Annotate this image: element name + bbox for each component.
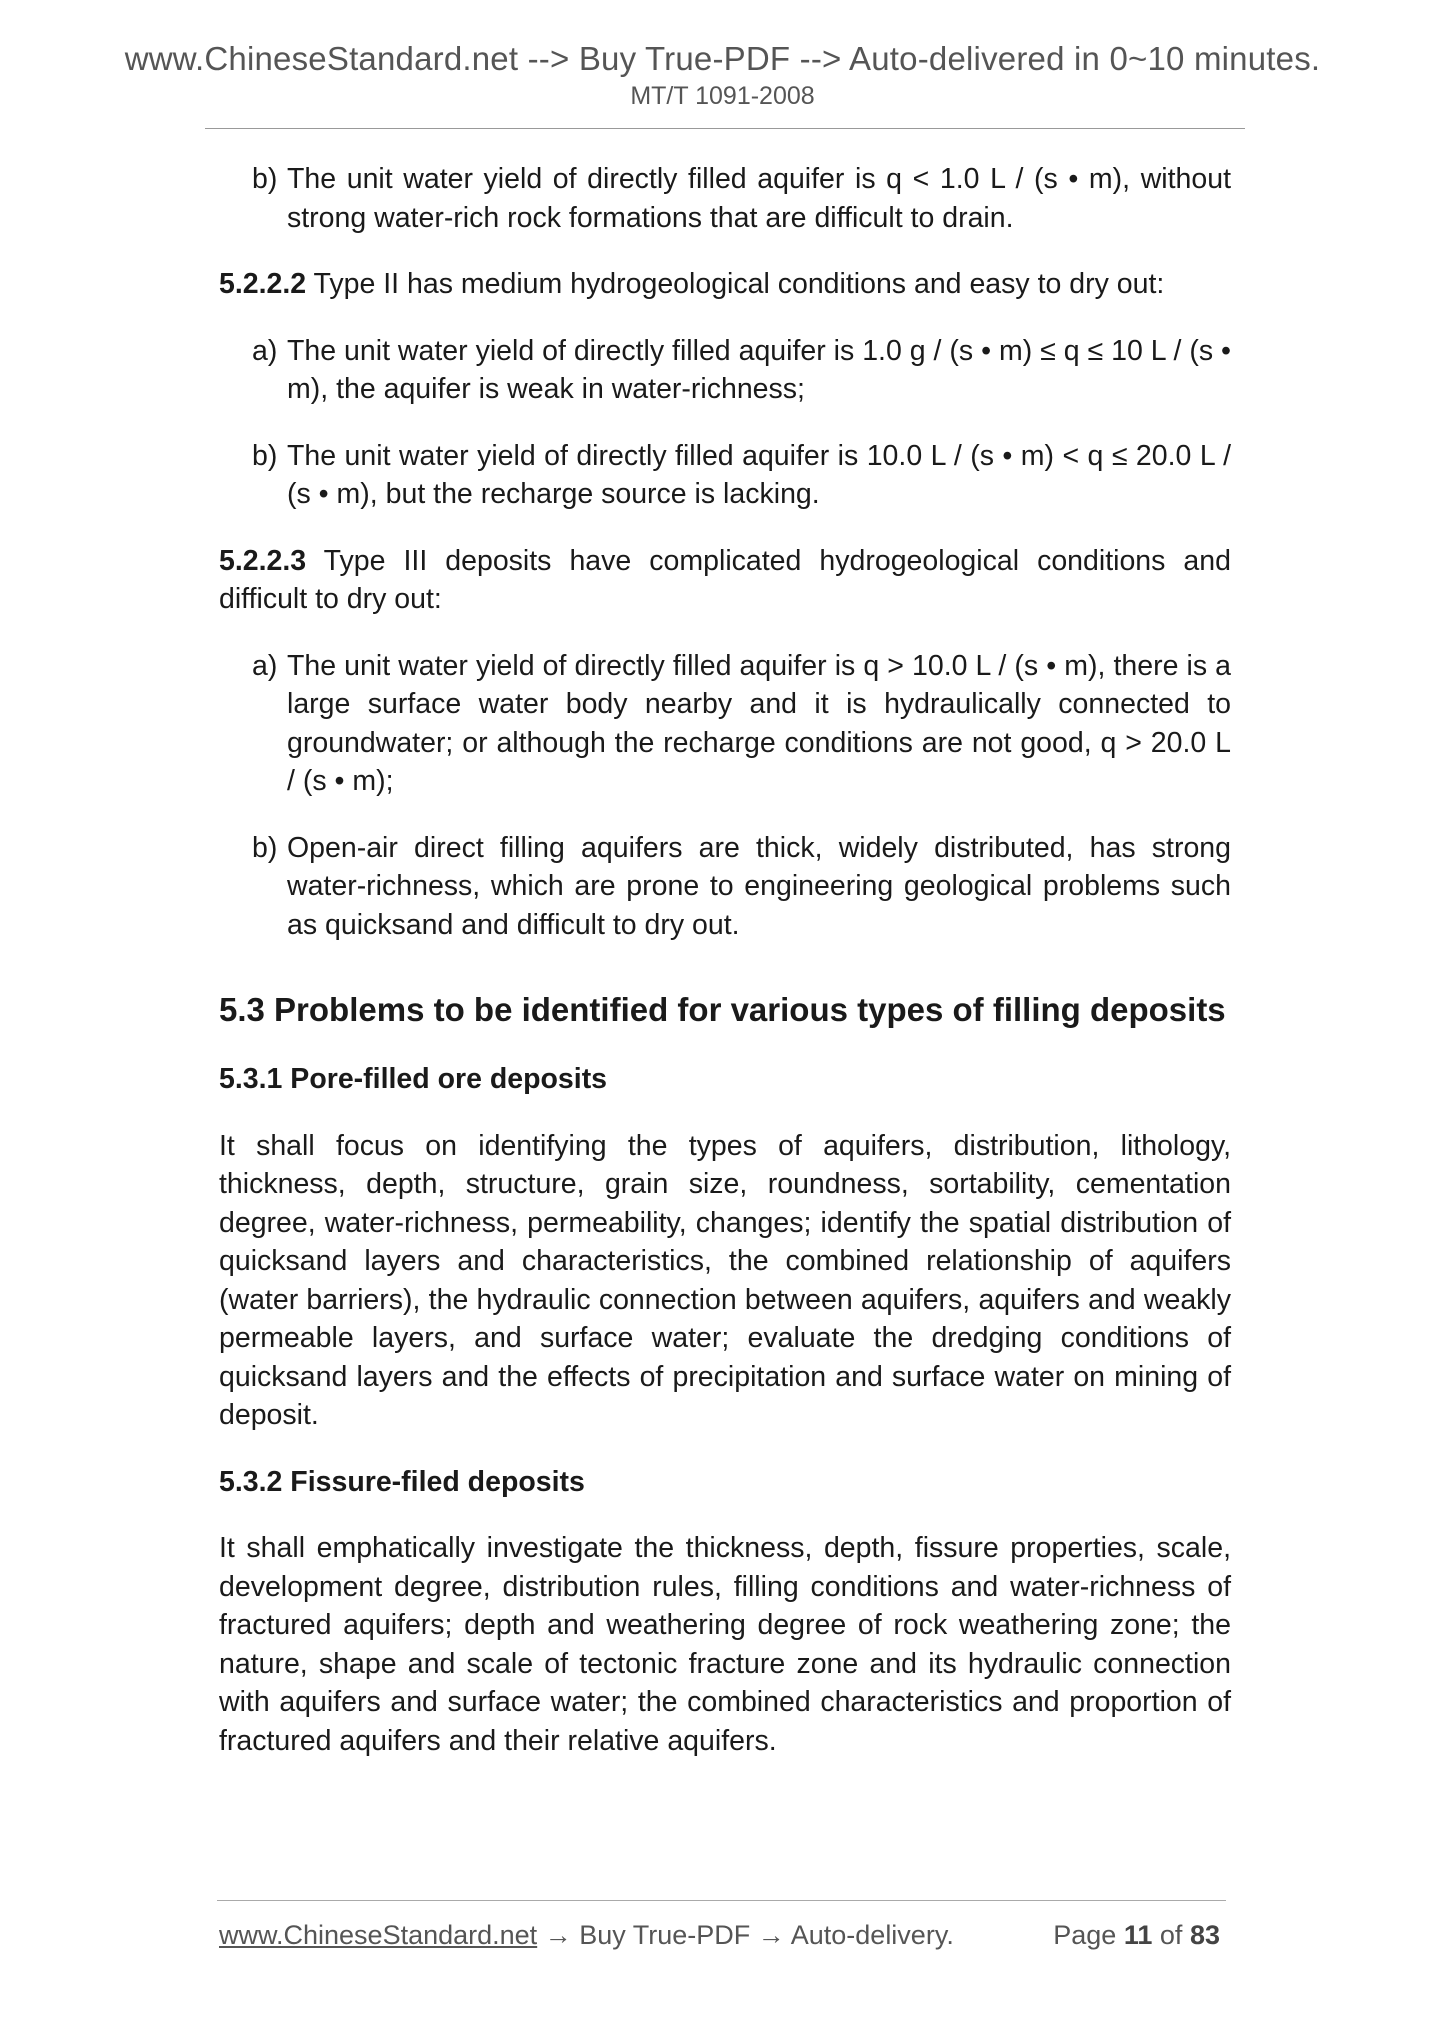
item-label: b)	[252, 163, 278, 195]
clause-number: 5.2.2.2	[219, 268, 307, 300]
footer-site-link[interactable]: www.ChineseStandard.net	[219, 1920, 538, 1950]
item-label: a)	[252, 334, 278, 367]
paragraph-5-3-1: It shall focus on identifying the types of aquifers, distribution, lithology, thickness, depth, structure, grain size, roundness, sortability, cementation degree, water-richness, permeability, changes; identify the spatial distribution of quicksand layers and characteristics, the combined relationship of aquifers (water barriers), the hydraulic connection between aquifers, aquifers and weakly permeable layers, and surface water; evaluate the dredging conditions of quicksand layers and the effects of precipitation and surface water on mining of deposit.	[219, 1129, 1231, 1431]
footer-promo	[219, 1920, 954, 1951]
item-text: The unit water yield of directly filled aquifer is q < 1.0 L / (s • m), without strong water-rich rock formations that are difficult to drain.	[287, 163, 1231, 234]
site-banner: www.ChineseStandard.net --> Buy True-PDF --> Auto-delivered in 0~10 minutes.	[124, 40, 1321, 77]
clause-number: 5.2.2.3	[219, 544, 307, 577]
page-indicator	[1053, 1920, 1220, 1951]
page-total: 83	[1189, 1920, 1220, 1950]
item-text: The unit water yield of directly filled aquifer is 10.0 L / (s • m) < q ≤ 20.0 L / (s • m), but the recharge source is lacking.	[287, 439, 1231, 510]
list-item	[219, 829, 1231, 945]
clause-5-2-2-3	[219, 542, 1231, 619]
clause-text: Type III deposits have complicated hydrogeological conditions and difficult to dry out:	[219, 544, 1231, 615]
footer-divider	[217, 1900, 1226, 1901]
list-item	[219, 332, 1231, 409]
page-content	[219, 160, 1231, 1788]
section-heading-5-3-1: 5.3.1 Pore-filled ore deposits	[219, 1063, 608, 1095]
item-text: The unit water yield of directly filled aquifer is 1.0 g / (s • m) ≤ q ≤ 10 L / (s • m), the aquifer is weak in water-richness;	[287, 334, 1231, 405]
list-item	[219, 437, 1231, 514]
section-heading-5-3-2: 5.3.2 Fissure-filed deposits	[219, 1465, 585, 1498]
clause-text: Type II has medium hydrogeological conditions and easy to dry out:	[306, 268, 1165, 300]
list-item	[219, 160, 1231, 237]
page-word: Page	[1053, 1920, 1117, 1950]
section-heading-5-3: 5.3 Problems to be identified for various types of filling deposits	[219, 991, 1226, 1028]
of-word: of	[1159, 1920, 1183, 1950]
document-id: MT/T 1091-2008	[630, 82, 815, 110]
item-text: The unit water yield of directly filled aquifer is q > 10.0 L / (s • m), there is a large surface water body nearby and it is hydraulically connected to groundwater; or although the recharge conditions are not good, q > 20.0 L / (s • m);	[287, 649, 1231, 797]
clause-5-2-2-2	[219, 265, 1231, 304]
item-label: a)	[252, 649, 278, 682]
page-number: 11	[1123, 1920, 1153, 1950]
list-item	[219, 647, 1231, 801]
item-label: b)	[252, 831, 278, 864]
header-divider	[205, 128, 1245, 129]
item-text: Open-air direct filling aquifers are thick, widely distributed, has strong water-richness, which are prone to engineering geological problems such as quicksand and difficult to dry out.	[287, 831, 1231, 941]
item-label: b)	[252, 439, 278, 472]
paragraph-5-3-2: It shall emphatically investigate the thickness, depth, fissure properties, scale, development degree, distribution rules, filling conditions and water-richness of fractured aquifers; depth and weathering degree of rock weathering zone; the nature, shape and scale of tectonic fracture zone and its hydraulic connection with aquifers and surface water; the combined characteristics and proportion of fractured aquifers and their relative aquifers.	[219, 1532, 1231, 1757]
footer-promo-text: → Buy True-PDF → Auto-delivery.	[537, 1920, 954, 1950]
